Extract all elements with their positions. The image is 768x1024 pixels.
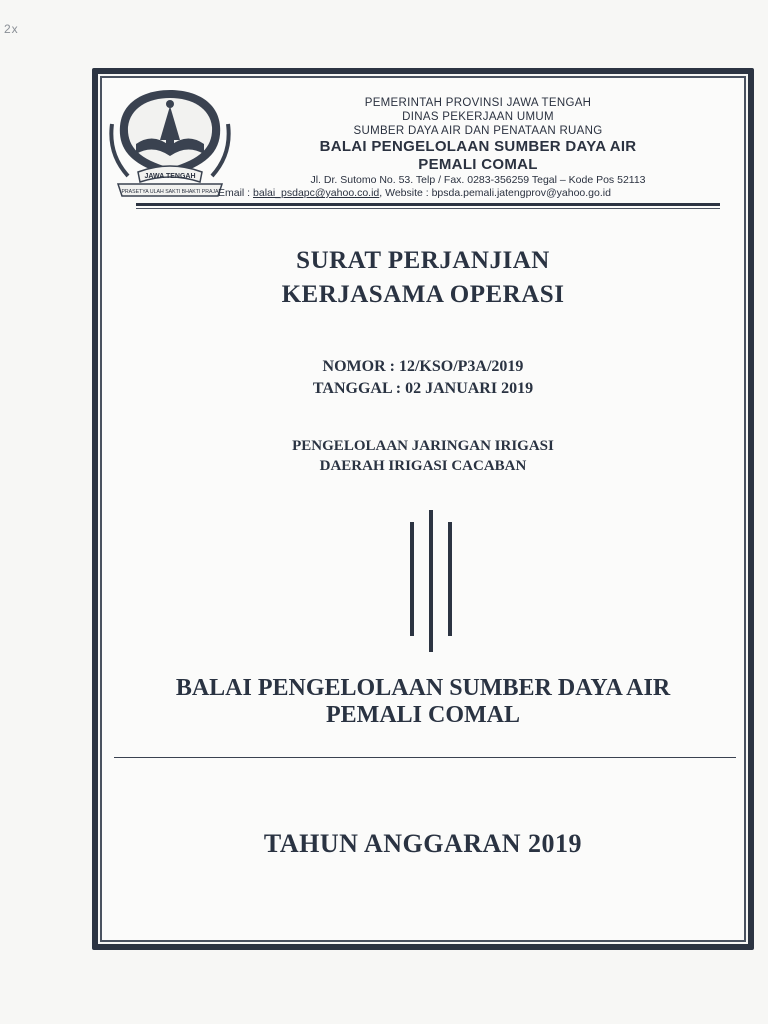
letterhead-line-balai: BALAI PENGELOLAAN SUMBER DAYA AIR [319, 138, 637, 155]
website-link[interactable]: bpsda.pemali.jatengprov@yahoo.go.id [431, 187, 611, 199]
section-divider [114, 757, 736, 758]
email-label: Email : [218, 187, 254, 199]
letterhead-contact [218, 187, 728, 200]
fiscal-year: TAHUN ANGGARAN 2019 [263, 829, 583, 858]
letterhead-line-division: SUMBER DAYA AIR DAN PENATAAN RUANG [353, 125, 603, 137]
letterhead-rule-thin [136, 208, 720, 209]
letterhead-rule-thick [136, 203, 720, 206]
scan-mark: 2x [4, 22, 19, 36]
letterhead-line-province: PEMERINTAH PROVINSI JAWA TENGAH [364, 97, 592, 109]
email-link[interactable]: balai_psdapc@yahoo.co.id [253, 187, 380, 199]
emblem-motto-text: PRASETYA ULAH SAKTI BHAKTI PRAJA [121, 189, 219, 195]
document-title-line-1: SURAT PERJANJIAN [296, 247, 550, 274]
document-subject-line-2: DAERAH IRIGASI CACABAN [319, 458, 527, 474]
document-number: NOMOR : 12/KSO/P3A/2019 [322, 358, 524, 375]
website-label: , Website : [379, 187, 432, 199]
organization-line-1: BALAI PENGELOLAAN SUMBER DAYA AIR [175, 675, 671, 701]
jawa-tengah-emblem [108, 84, 232, 200]
letterhead-line-dinas: DINAS PEKERJAAN UMUM [402, 111, 554, 123]
letterhead [218, 96, 728, 200]
document-subject-line-1: PENGELOLAAN JARINGAN IRIGASI [292, 438, 554, 454]
document-title-line-2: KERJASAMA OPERASI [281, 281, 565, 308]
document-date: TANGGAL : 02 JANUARI 2019 [312, 380, 534, 397]
letterhead-line-pemali: PEMALI COMAL [418, 156, 538, 173]
organization-line-2: PEMALI COMAL [326, 702, 520, 728]
letterhead-address: Jl. Dr. Sutomo No. 53. Telp / Fax. 0283-356259 Tegal – Kode Pos 52113 [310, 174, 646, 186]
decorative-vertical-bars [400, 508, 460, 658]
emblem-ribbon-text: JAWA TENGAH [144, 173, 196, 180]
